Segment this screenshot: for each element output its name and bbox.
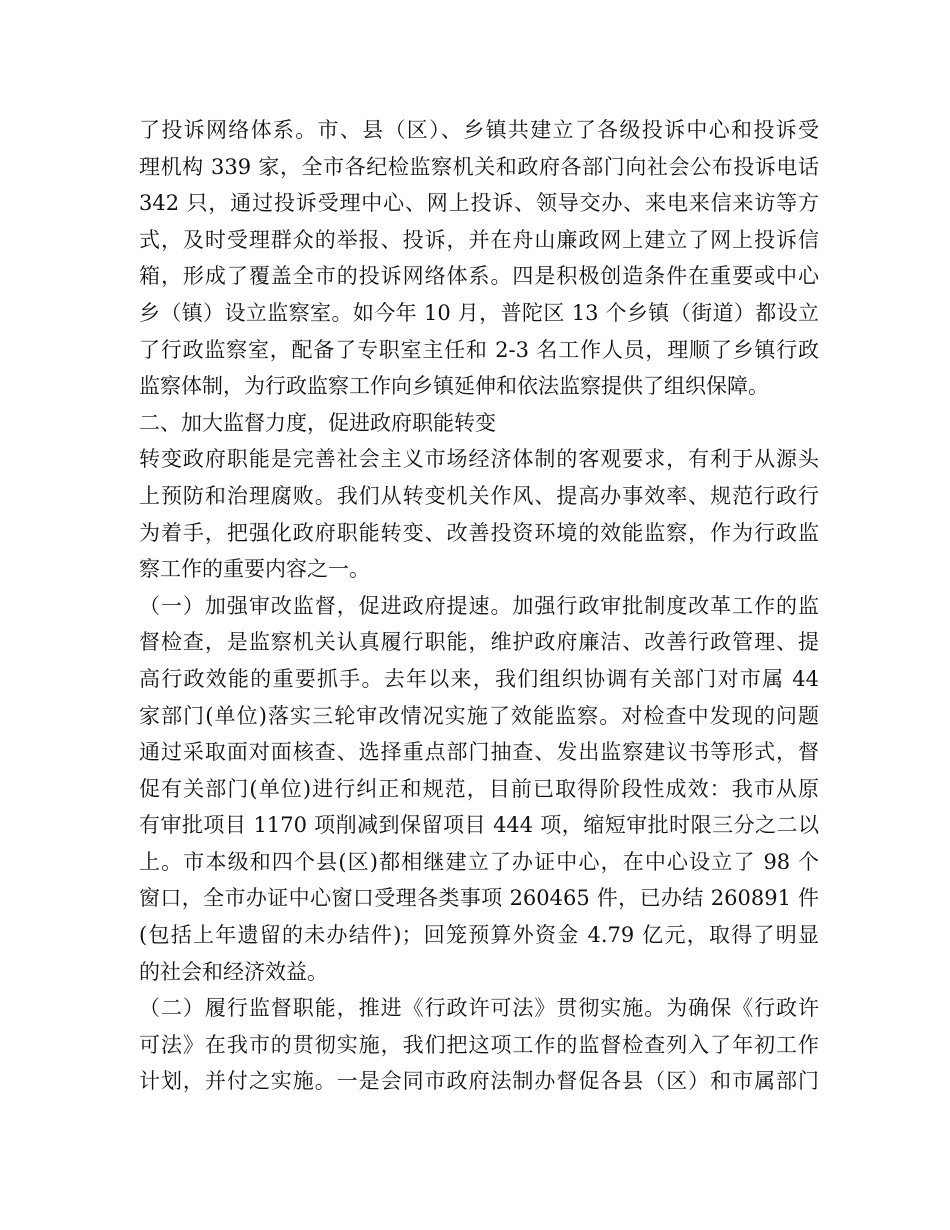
text-line: 有审批项目 1170 项削减到保留项目 444 项，缩短审批时限三分之二以	[139, 813, 819, 838]
text-line: 上。市本级和四个县(区)都相继建立了办证中心，在中心设立了 98 个	[139, 849, 819, 874]
text-line: 督检查，是监察机关认真履行职能，维护政府廉洁、改善行政管理、提	[139, 630, 819, 655]
text-line: 通过采取面对面核查、选择重点部门抽查、发出监察建议书等形式，督	[139, 740, 819, 765]
text-line: 式，及时受理群众的举报、投诉，并在舟山廉政网上建立了网上投诉信	[139, 227, 819, 252]
text-line: 家部门(单位)落实三轮审改情况实施了效能监察。对检查中发现的问题	[139, 703, 819, 728]
paragraph-end-line: 察工作的重要内容之一。	[139, 557, 370, 582]
text-line: 窗口，全市办证中心窗口受理各类事项 260465 件，已办结 260891 件	[139, 886, 819, 911]
text-line: 理机构 339 家，全市各纪检监察机关和政府各部门向社会公布投诉电话	[139, 154, 819, 179]
text-line: 箱，形成了覆盖全市的投诉网络体系。四是积极创造条件在重要或中心	[139, 264, 819, 289]
paragraph-end-line: 监察体制，为行政监察工作向乡镇延伸和依法监察提供了组织保障。	[139, 374, 769, 399]
section-heading: 二、加大监督力度，促进政府职能转变	[139, 410, 496, 435]
text-line: 计划，并付之实施。一是会同市政府法制办督促各县（区）和市属部门	[139, 1069, 819, 1094]
document-body	[139, 112, 819, 1100]
paragraph-end-line: 的社会和经济效益。	[139, 959, 328, 984]
text-line: 上预防和治理腐败。我们从转变机关作风、提高办事效率、规范行政行	[139, 483, 819, 508]
text-line: 了投诉网络体系。市、县（区）、乡镇共建立了各级投诉中心和投诉受	[139, 118, 819, 142]
text-line: （二）履行监督职能，推进《行政许可法》贯彻实施。为确保《行政许	[139, 996, 819, 1021]
text-line: （一）加强审改监督，促进政府提速。加强行政审批制度改革工作的监	[139, 593, 819, 618]
text-line: 促有关部门(单位)进行纠正和规范，目前已取得阶段性成效：我市从原	[139, 776, 819, 801]
text-line: 了行政监察室，配备了专职室主任和 2-3 名工作人员，理顺了乡镇行政	[139, 337, 819, 362]
text-line: 高行政效能的重要抓手。去年以来，我们组织协调有关部门对市属 44	[139, 666, 819, 691]
text-line: 转变政府职能是完善社会主义市场经济体制的客观要求，有利于从源头	[139, 447, 819, 472]
text-line: 乡（镇）设立监察室。如今年 10 月，普陀区 13 个乡镇（街道）都设立	[139, 300, 819, 325]
text-line: 342 只，通过投诉受理中心、网上投诉、领导交办、来电来信来访等方	[139, 191, 819, 216]
text-line: 可法》在我市的贯彻实施，我们把这项工作的监督检查列入了年初工作	[139, 1032, 819, 1057]
text-line: 为着手，把强化政府职能转变、改善投资环境的效能监察，作为行政监	[139, 520, 819, 545]
text-line: (包括上年遗留的未办结件)；回笼预算外资金 4.79 亿元，取得了明显	[139, 923, 819, 948]
